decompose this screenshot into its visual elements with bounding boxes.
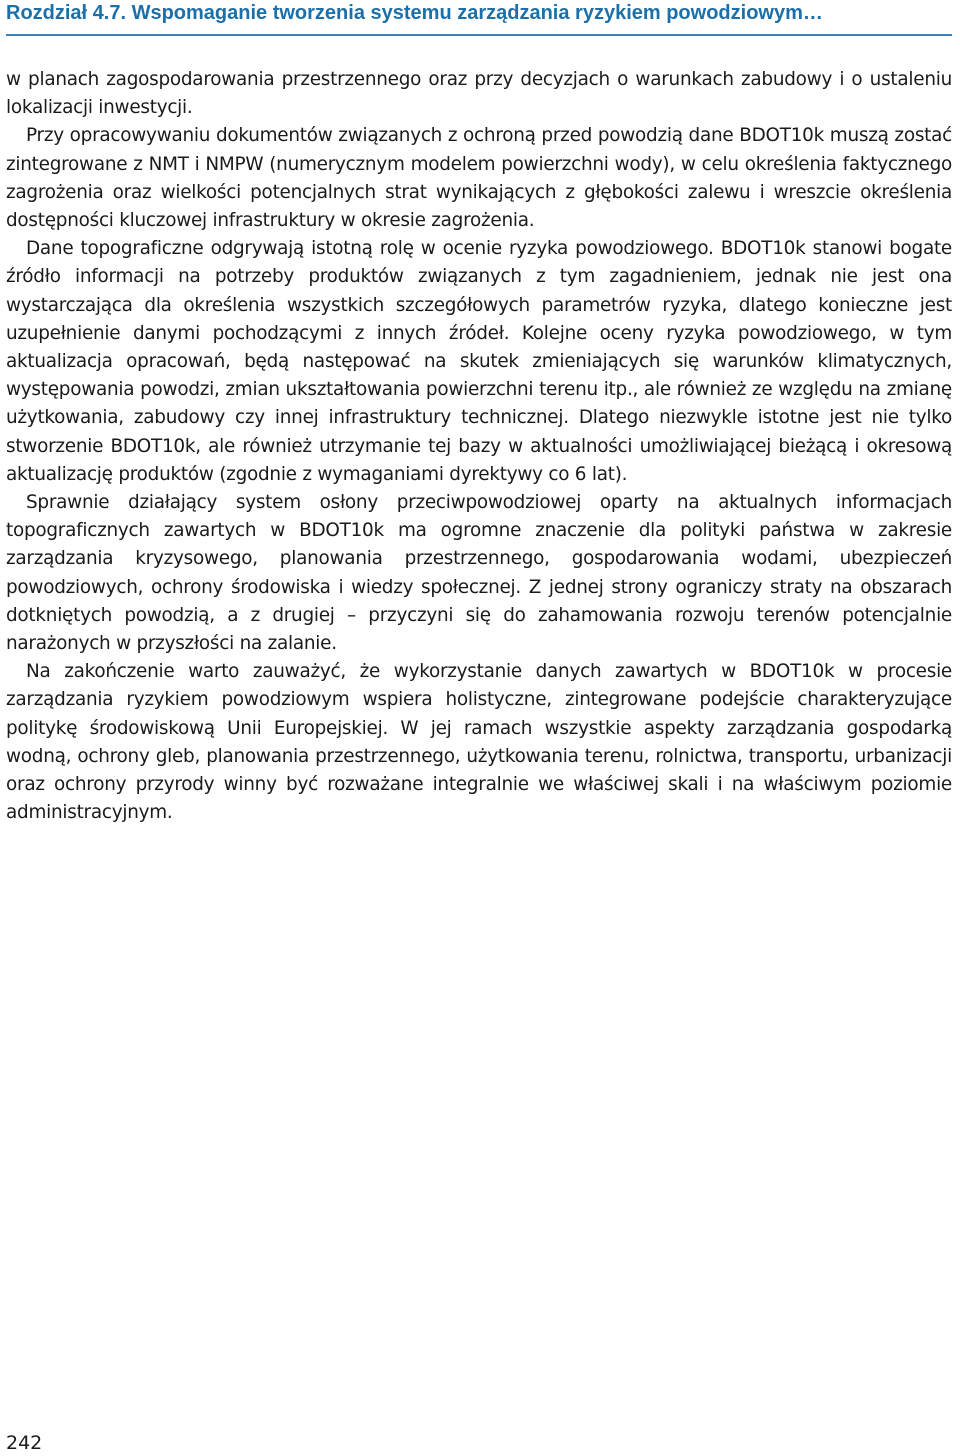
paragraph-topographic-data-role: Dane topograficzne odgrywają istotną rolę w ocenie ryzyka powodziowego. BDOT10k stanowi bogate źródło informacji na potrzeby produktów związanych z tym zagadnieniem, jednak nie jest ona wystarczająca dla określenia wszystkich szczegółowych parametrów ryzyka, dlatego konieczne jest uzupełnienie danymi pochodzącymi z innych źródeł. Kolejne oceny ryzyka powodziowego, w tym aktualizacja opracowań, będą następować na skutek zmieniających się warunków klimatycznych, występowania powodzi, zmian ukształtowania powierzchni terenu itp., ale również ze względu na zmianę użytkowania, zabudowy czy innej infrastruktury technicznej. Dlatego niezwykle istotne jest nie tylko stworzenie BDOT10k, ale również utrzymanie tej bazy w aktualności umożliwiającej bieżącą i okresową aktualizację produktów (zgodnie z wymaganiami dyrektywy co 6 lat). xyxy=(6,238,952,485)
header-divider xyxy=(6,34,952,36)
paragraph-conclusion: Na zakończenie warto zauważyć, że wykorzystanie danych zawartych w BDOT10k w procesie zarządzania ryzykiem powodziowym wspiera holistyczne, zintegrowane podejście charakteryzujące politykę środowiskową Unii Europejskiej. W jej ramach wszystkie aspekty zarządzania gospodarką wodną, ochrony gleb, planowania przestrzennego, użytkowania terenu, rolnictwa, transportu, urbanizacji oraz ochrony przyrody winny być rozważane integralnie we właściwej skali i na właściwym poziomie administracyjnym. xyxy=(6,661,952,824)
document-body xyxy=(6,66,952,827)
paragraph-flood-protection-system: Sprawnie działający system osłony przeciwpowodziowej oparty na aktualnych informacjach topograficznych zawartych w BDOT10k ma ogromne znaczenie dla polityki państwa w zakresie zarządzania kryzysowego, planowania przestrzennego, gospodarowania wodami, ubezpieczeń powodziowych, ochrony środowiska i wiedzy społecznej. Z jednej strony ograniczy straty na obszarach dotkniętych powodzią, a z drugiej – przyczyni się do zahamowania rozwoju terenów potencjalnie narażonych w przyszłości na zalanie. xyxy=(6,492,952,655)
running-chapter-title: Rozdział 4.7. Wspomaganie tworzenia systemu zarządzania ryzykiem powodziowym… xyxy=(6,2,823,24)
paragraph-continuation: w planach zagospodarowania przestrzennego oraz przy decyzjach o warunkach zabudowy i o ustaleniu lokalizacji inwestycji. xyxy=(6,69,952,119)
page-number: 242 xyxy=(6,1432,43,1454)
paragraph-bdot-integration: Przy opracowywaniu dokumentów związanych z ochroną przed powodzią dane BDOT10k muszą zostać zintegrowane z NMT i NMPW (numerycznym modelem powierzchni wody), w celu określenia faktycznego zagrożenia oraz wielkości potencjalnych strat wynikających z głębokości zalewu i wreszcie określenia dostępności kluczowej infrastruktury w okresie zagrożenia. xyxy=(6,125,952,232)
